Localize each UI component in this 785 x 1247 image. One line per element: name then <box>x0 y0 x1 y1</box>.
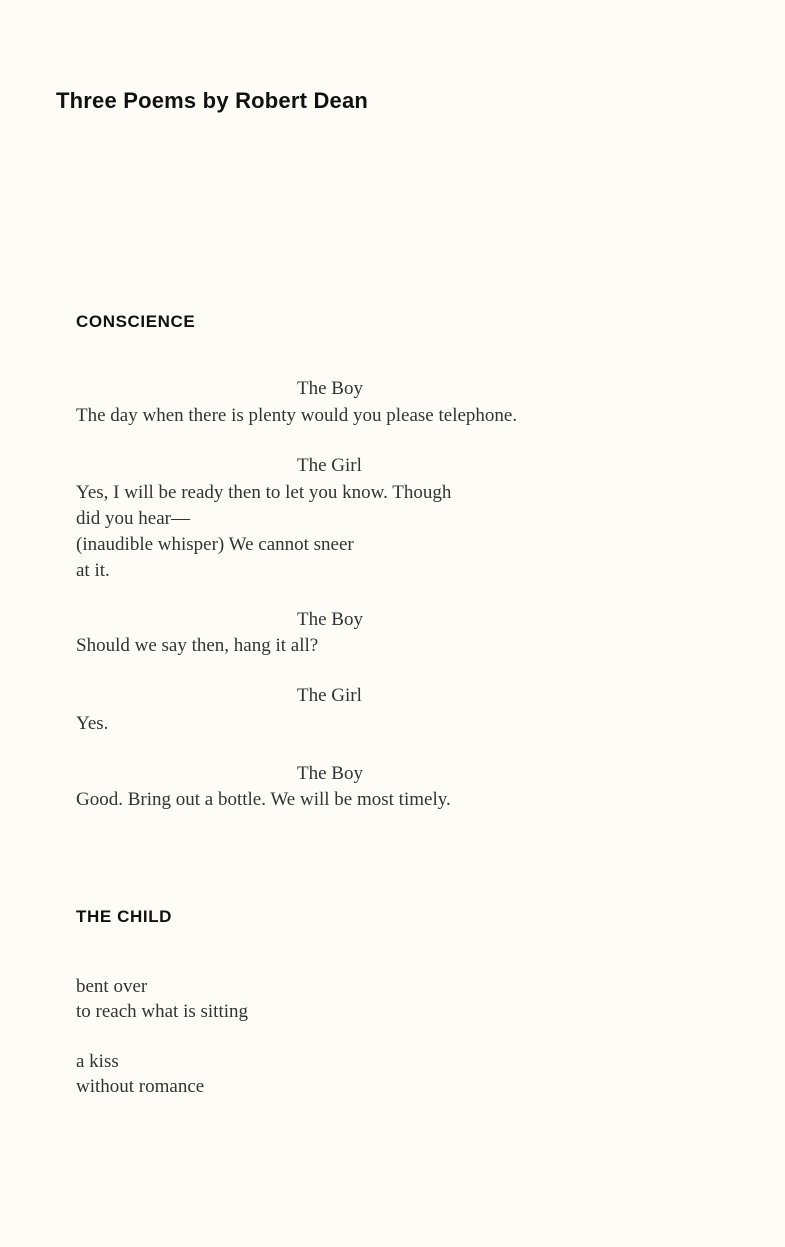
poem-line: did you hear— <box>76 508 190 529</box>
poem-line: The day when there is plenty would you please telephone. <box>76 405 518 426</box>
poem-line: Should we say then, hang it all? <box>76 635 319 656</box>
poem-line: without romance <box>76 1076 205 1097</box>
poem-line: to reach what is sitting <box>76 1001 249 1022</box>
speaker-label: The Boy <box>297 378 363 399</box>
poem-line: (inaudible whisper) We cannot sneer <box>76 534 354 555</box>
poem-line: Yes, I will be ready then to let you know. Though <box>76 482 452 503</box>
poem-line: Yes. <box>76 713 109 734</box>
poem-line: Good. Bring out a bottle. We will be most timely. <box>76 789 451 810</box>
speaker-label: The Boy <box>297 609 363 630</box>
poem-heading: THE CHILD <box>76 907 173 926</box>
speaker-label: The Boy <box>297 763 363 784</box>
poem-heading: CONSCIENCE <box>76 312 196 331</box>
poem-line: at it. <box>76 560 110 581</box>
page-title: Three Poems by Robert Dean <box>56 88 369 113</box>
poem-line: bent over <box>76 976 148 997</box>
speaker-label: The Girl <box>297 685 362 706</box>
poem-line: a kiss <box>76 1051 119 1072</box>
speaker-label: The Girl <box>297 455 362 476</box>
